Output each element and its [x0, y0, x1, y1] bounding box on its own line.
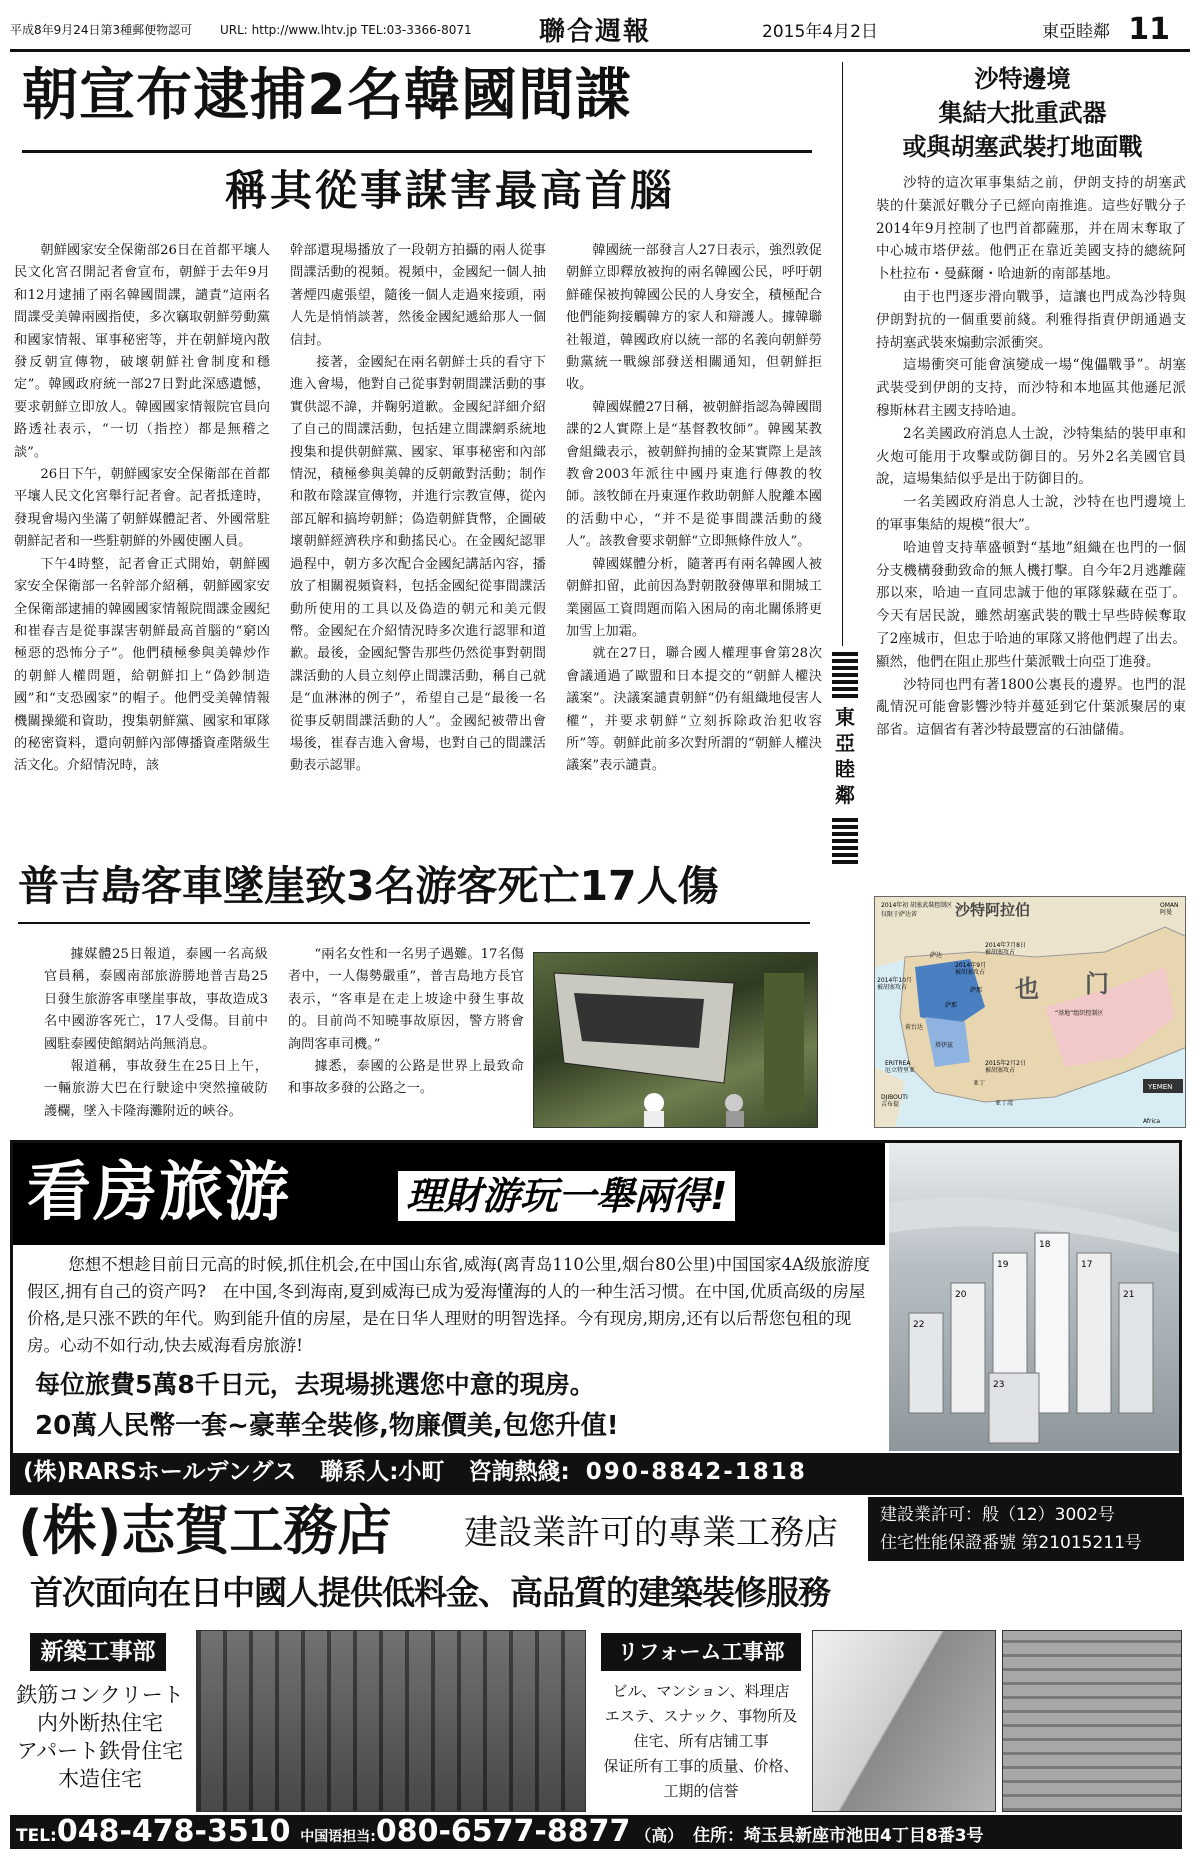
- tag-bars-bottom: [832, 818, 858, 864]
- article1-headline: 朝宣布逮捕2名韓國間諜: [22, 63, 632, 128]
- ad-dept2-item-1: ビル、マンション、料理店: [612, 1682, 790, 1700]
- map-label-27: 阿曼: [1160, 909, 1173, 916]
- article3-p3: 這場衝突可能會演變成一場“傀儡戰爭”。胡塞武裝受到伊朗的支持，而沙特和本地區其他遜尼派穆斯林君主國支持哈迪。: [876, 357, 1186, 419]
- article3-p4: 2名美國政府消息人士說，沙特集結的裝甲車和火炮可能用于攻擊或防御目的。另外2名美國官員說，這場集結似乎是出于防御目的。: [876, 425, 1186, 488]
- ad-cn-tel[interactable]: 080-6577-8877: [375, 1814, 631, 1849]
- article2-col1-p1: 據媒體25日報道，泰國一名高級官員稱，泰國南部旅游勝地普吉島25日發生旅游客車墜崖事故，事故造成3名中國游客死亡，17人受傷。目前中國駐泰國使館網站尚無消息。: [44, 947, 268, 1052]
- article1-col3-p1: 韓國統一部發言人27日表示，強烈敦促朝鮮立即釋放被拘的兩名韓國公民，呼吁朝鮮確保被拘韓國公民的人身安全，積極配合他們能夠接觸韓方的家人和辯護人。據韓聯社報道，韓國政府以統一部的名義向朝鮮勞動黨統一戰線部發送相關通知，但朝鮮拒收。: [566, 243, 822, 393]
- article1-col1-p3: 下午4時整，記者會正式開始，朝鮮國家安全保衛部一名幹部介紹稱，朝鮮國家安全保衛部逮捕的韓國國家情報院間諜金國紀和崔春吉是從事謀害朝鮮最高首腦的“窮凶極惡的恐怖分子”。他們積極參與美韓炒作的朝鮮人權問題，給朝鮮扣上“偽鈔制造國”和“支恐國家”的帽子。他們受美韓情報機關操縱和資助，搜集朝鮮黨、國家和軍隊的秘密資料，還向朝鮮內部傳播資產階級生活文化。介紹情況時，該: [14, 556, 270, 774]
- article2-col2-p1: “兩名女性和一名男子遇難。17名傷者中，一人傷勢嚴重”，普吉島地方長官表示，“客車是在走上坡途中發生事故的。目前尚不知曉事故原因，警方將會詢問客車司機。”: [288, 947, 524, 1052]
- yemen-map: [874, 896, 1186, 1128]
- map-label-12: “基地”组织控制区: [1055, 1010, 1104, 1017]
- article1-col3-p3: 韓國媒體分析，隨著再有兩名韓國人被朝鮮扣留，此前因為對朝散發傳單和開城工業園區工資問題而陷入困局的南北關係將更加雪上加霜。: [566, 556, 822, 639]
- ad-cn-label: 中国语担当:: [300, 1829, 376, 1845]
- article1-col2-p1: 幹部還現場播放了一段朝方拍攝的兩人從事間諜活動的視頻。視頻中，金國紀一個人抽著煙四處張望，隨後一個人走過來接頭，兩人先是悄悄談著，然後金國紀遞給那人一個信封。: [290, 243, 546, 348]
- ad-construction-banner: 首次面向在日中國人提供低料金、高品質的建築裝修服務: [30, 1573, 830, 1612]
- map-label-5: 萨那: [945, 1002, 958, 1009]
- article1-col2-p2: 接著，金國紀在兩名朝鮮士兵的看守下進入會場，他對自己從事對朝間諜活動的事實供認不諱，并鞠躬道歉。金國紀詳細介紹了自己的間諜活動，包括建立間諜網系統地搜集和提供朝鮮黨、國家、軍事秘密和內部情況，積極參與美韓的反朝敵對活動；制作和散布陰謀宣傳物，并進行宗教宣傳，從內部瓦解和搞垮朝鮮；偽造朝鮮貨幣，企圖破壞朝鮮經濟秩序和動搖民心。在金國紀認罪過程中，朝方多次配合金國紀講話內容，播放了相關視頻資料，包括金國紀從事間諜活動所使用的工具以及偽造的朝元和美元假幣。金國紀在介紹情況時多次進行認罪和道歉。最後，金國紀警告那些仍然從事對朝間諜活動的人員立刻停止間諜活動，稱自己就是“血淋淋的例子”，希望自己是“最後一名從事反朝間諜活動的人”。金國紀被帶出會場後，崔春吉進入會場，也對自己的間諜活動表示認罪。: [290, 355, 546, 774]
- article3-p1: 沙特的這次軍事集結之前，伊朗支持的胡塞武裝的什葉派好戰分子已經向南推進。這些好戰分子2014年9月控制了也門首都薩那，并在周末奪取了中心城市塔伊兹。他們正在靠近美國支持的總統阿卜杜拉布・曼蘇爾・哈迪新的南部基地。: [876, 175, 1186, 283]
- towers-graphic: [889, 1143, 1179, 1451]
- map-label-17: 被胡塞攻占: [985, 1067, 1016, 1074]
- tower-number-7: 23: [993, 1380, 1005, 1390]
- map-label-9: 被胡塞攻占: [877, 984, 908, 991]
- page-number: 11: [1128, 12, 1170, 47]
- ad-construction-contact-bar: [10, 1815, 1182, 1849]
- renovation-photo-2: [1002, 1630, 1182, 1812]
- ad-tel-label: TEL:: [16, 1826, 57, 1846]
- map-label-4: 被胡塞攻占: [955, 969, 986, 976]
- ad-dept1: [10, 1625, 190, 1807]
- article3-p7: 沙特同也門有著1800公裏長的邊界。也門的混亂情況可能會影響沙特并蔓延到它什葉派聚居的東部省。這個省有著沙特最豐富的石油儲備。: [876, 676, 1186, 739]
- article1-col3-p2: 韓國媒體27日稱，被朝鮮指認為韓國間諜的2人實際上是“基督教牧師”。韓國某教會組織表示，被朝鮮拘捕的金某實際上是該教會2003年派往中國丹東進行傳教的牧師。該牧師在丹東運作救助朝鮮人脫離本國的活動中心，“并不是從事間諜活動的綫人”。該教會要求朝鮮“立即無條件放人”。: [566, 399, 822, 550]
- ad-dept2-title: リフォーム工事部: [601, 1633, 801, 1671]
- tower-number-3: 20: [955, 1290, 967, 1300]
- ad-dept1-item-1: 鉄筋コンクリート: [16, 1683, 184, 1707]
- map-label-14: 荷台达: [905, 1024, 924, 1031]
- ad-construction-license1: 建設業許可：般（12）3002号: [880, 1505, 1115, 1525]
- tower-number-6: 22: [913, 1320, 925, 1330]
- article2-rule: [18, 922, 810, 924]
- map-label-13: 萨那: [970, 987, 983, 994]
- ad-tour-contact-bar: [13, 1453, 1179, 1492]
- tower-number-2: 17: [1081, 1260, 1093, 1270]
- article1-col1-p1: 朝鮮國家安全保衛部26日在首都平壤人民文化宮召開記者會宣布，朝鮮于去年9月和12月逮捕了兩名韓國間諜，譴責“這兩名間諜受美韓兩國指使，多次竊取朝鮮勞動黨和國家情報、軍事秘密等，并在朝鮮境內散發反朝宣傳物，破壞朝鮮社會制度和穩定”。韓國政府統一部27日對此深感遺憾，要求朝鮮立即放人。韓國國家情報院官員向路透社表示，“一切（指控）都是無稽之談”。: [14, 243, 270, 460]
- ad-dept2-items: [596, 1679, 806, 1804]
- map-label-22: DJIBOUTI: [881, 1094, 908, 1101]
- article3-body: [876, 172, 1186, 742]
- tower-number-1: 18: [1039, 1240, 1051, 1250]
- map-label-16: 2015年2月2日: [985, 1060, 1026, 1067]
- ad-dept1-item-4: 木造住宅: [58, 1767, 142, 1791]
- ad-address: 住所：埼玉县新座市池田4丁目8番3号: [693, 1826, 984, 1846]
- ad-dept2: [596, 1625, 806, 1807]
- tower-number-4: 19: [997, 1260, 1009, 1270]
- article3-headline-line1: 沙特邊境: [974, 65, 1071, 93]
- section-vertical-tag: [832, 652, 858, 868]
- article3-headline: [855, 62, 1190, 164]
- renovation-photo-1: [812, 1630, 996, 1812]
- article2-headline: 普吉島客車墜崖致3名游客死亡17人傷: [18, 862, 719, 910]
- ad-tour-company: (株)RARSホールデングス: [23, 1459, 297, 1485]
- map-title: 沙特阿拉伯: [955, 901, 1031, 919]
- ad-construction-license-box: [868, 1497, 1184, 1561]
- bus-accident-photo: [533, 952, 818, 1128]
- map-label-21: 厄立特里亚: [885, 1067, 916, 1074]
- registration-text: 平成8年9月24日第3種郵便物認可: [10, 23, 193, 37]
- article3-headline-line2: 集結大批重武器: [938, 99, 1107, 127]
- tag-bars-top: [832, 652, 858, 698]
- ad-dept1-item-3: アパート鉄骨住宅: [16, 1739, 184, 1763]
- ad-dept1-title: 新築工事部: [30, 1633, 166, 1671]
- yemen-map-graphic: [875, 897, 1186, 1128]
- map-label-19: 亚丁湾: [995, 1100, 1014, 1107]
- apartment-towers-photo: [889, 1143, 1179, 1451]
- map-label-8: 2014年10月: [877, 977, 912, 984]
- article2-col2: [288, 944, 524, 1101]
- ad-house-tour: [10, 1140, 1182, 1495]
- ad-dept1-item-2: 内外断热住宅: [37, 1711, 163, 1735]
- ad-tour-hotline[interactable]: 090-8842-1818: [585, 1459, 807, 1485]
- article3-p5: 一名美國政府消息人士說，沙特在也門邊境上的軍事集結的規模“很大”。: [876, 494, 1186, 533]
- vertical-tag-text: 東亞睦鄰: [835, 705, 855, 807]
- map-label-1: 仅限于萨达省: [881, 911, 918, 918]
- map-label-10: 也: [1015, 975, 1039, 1003]
- ad-construction-tagline: 建設業許可的專業工務店: [464, 1513, 838, 1553]
- article1-subhead: 稱其從事謀害最高首腦: [224, 166, 675, 215]
- map-label-7: 被胡塞攻占: [985, 949, 1016, 956]
- article2-col2-p2: 據悉，泰國的公路是世界上最致命和事故多發的公路之一。: [288, 1059, 524, 1097]
- construction-site-photo: [196, 1630, 586, 1812]
- map-label-15: 塔伊兹: [935, 1042, 954, 1049]
- ad-dept2-item-2: エステ、スナック、事物所及: [604, 1707, 798, 1725]
- article1-col1: [14, 240, 270, 778]
- tower-number-5: 21: [1123, 1290, 1135, 1300]
- paper-name: 聯合週報: [538, 17, 651, 47]
- article1-rule: [22, 150, 812, 153]
- article3-p2: 由于也門逐步滑向戰爭，這讓也門成為沙特與伊朗對抗的一個重要前綫。利雅得指責伊朗通過支持胡塞武裝來煽動宗派衝突。: [876, 288, 1186, 351]
- map-label-24: YEMEN: [1148, 1083, 1173, 1091]
- url-line: URL: http://www.lhtv.jp TEL:03-3366-8071: [220, 22, 472, 37]
- masthead: [10, 10, 1190, 52]
- ad-dept2-item-4: 保证所有工事的质量、价格、: [603, 1757, 799, 1775]
- article3-headline-line3: 或與胡塞武裝打地面戰: [902, 133, 1143, 161]
- ad-dept2-item-5: 工期的信誉: [663, 1782, 739, 1800]
- ad-tour-title-main: 看房旅游: [27, 1156, 291, 1230]
- ad-tour-line1: 每位旅費5萬8千日元，去現場挑選您中意的現房。: [35, 1370, 595, 1399]
- ad-dept1-items: [10, 1681, 190, 1793]
- map-label-20: ERITREA: [885, 1060, 911, 1067]
- map-label-18: 亚丁: [973, 1080, 986, 1087]
- map-label-2: 萨达: [930, 952, 943, 959]
- ad-construction-license2: 住宅性能保證番號 第21015211号: [880, 1533, 1142, 1553]
- ad-construction: [10, 1497, 1182, 1847]
- map-label-0: 2014年初 胡塞武裝控制区: [881, 902, 953, 909]
- article1-col3-p4: 就在27日，聯合國人權理事會第28次會議通過了歐盟和日本提交的“朝鮮人權決議案”。決議案譴責朝鮮“仍有組織地侵害人權”，并要求朝鮮“立刻拆除政治犯收容所”等。朝鮮此前多次對所謂的“朝鮮人權決議案”表示譴責。: [566, 646, 822, 774]
- ad-tour-contact: 聯系人:小町: [320, 1459, 445, 1485]
- section-name: 東亞睦鄰: [1042, 22, 1110, 42]
- map-label-23: 吉布提: [881, 1101, 900, 1108]
- article1-col1-p2: 26日下午，朝鮮國家安全保衛部在首都平壤人民文化宮舉行記者會。記者抵達時，發現會場內坐滿了朝鮮媒體記者、外國常駐朝鮮記者和一些駐朝鮮的外國使團人員。: [14, 467, 270, 550]
- ad-tour-line2: 20萬人民幣一套~豪華全裝修,物廉價美,包您升值!: [35, 1411, 619, 1441]
- ad-tour-title-sub: 理財游玩一舉兩得!: [398, 1171, 735, 1221]
- ad-cn-name: （高）: [635, 1826, 684, 1845]
- article1-col3: [566, 240, 822, 778]
- bus-photo-graphic: [534, 953, 818, 1128]
- ad-dept2-item-3: 住宅、所有店铺工事: [633, 1732, 769, 1750]
- map-label-25: Africa: [1143, 1118, 1161, 1125]
- issue-date: 2015年4月2日: [762, 22, 878, 42]
- column-divider: [842, 62, 843, 646]
- ad-tour-title-bar: [13, 1143, 885, 1245]
- ad-tour-body: 您想不想趁目前日元高的时候,抓住机会,在中国山东省,威海(离青岛110公里,烟台80公里)中国国家4A级旅游度假区,拥有自己的资产吗? 在中国,冬到海南,夏到威海已成为爱海懂海的人的一种生活习惯。在中国,优质高级的房屋价格,是只涨不跌的年代。购到能升值的房屋，是在日华人理财的明智选择。今有现房,期房,还有以后帮您包租的现房。心动不如行动,快去威海看房旅游!: [27, 1255, 871, 1355]
- map-label-3: 2014年9月: [955, 962, 987, 969]
- map-label-26: OMAN: [1160, 902, 1179, 909]
- article2-col1: [44, 944, 268, 1123]
- ad-construction-company: (株)志賀工務店: [18, 1499, 392, 1562]
- map-label-11: 门: [1085, 970, 1109, 998]
- ad-tel[interactable]: 048-478-3510: [56, 1814, 291, 1849]
- map-label-6: 2014年7月8日: [985, 942, 1026, 949]
- article3-p6: 哈迪曾支持華盛頓對“基地”組織在也門的一個分支機構發動致命的無人機打擊。自今年2月逃離薩那以來，哈迪一直同忠誠于他的軍隊躲藏在亞丁。今天有居民說，雖然胡塞武裝的戰士早些時候奪取了2座城市，但忠于哈迪的軍隊又將他們趕了出去。顯然，他們在阻止那些什葉派戰士向亞丁進發。: [876, 539, 1186, 670]
- ad-tour-hotline-label: 咨詢熱綫:: [468, 1459, 570, 1485]
- article1-col2: [290, 240, 546, 778]
- article2-col1-p2: 報道稱，事故發生在25日上午，一輛旅游大巴在行駛途中突然撞破防護欄，墜入卡隆海灘附近的峽谷。: [44, 1059, 268, 1119]
